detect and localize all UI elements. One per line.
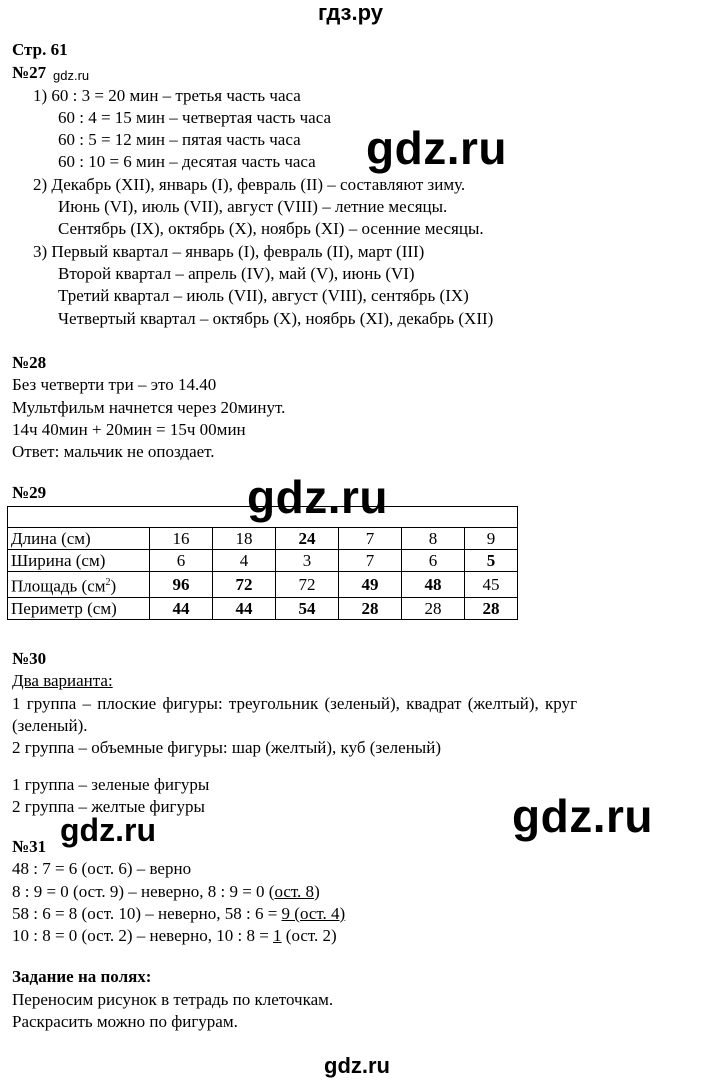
row-label <box>8 572 150 598</box>
site-header: гдз.ру <box>318 0 383 25</box>
watermark-mid: gdz.ru <box>60 812 156 848</box>
task-27-line: 60 : 4 = 15 мин – четвертая часть часа <box>58 108 332 127</box>
task-27-line: 1) 60 : 3 = 20 мин – третья часть часа <box>33 86 301 105</box>
line-text: 8 : 9 = 0 (ост. 9) – неверно, 8 : 9 = 0 ( <box>12 882 275 901</box>
task-28-title: №28 <box>12 353 47 372</box>
task-27-line: Второй квартал – апрель (IV), май (V), июнь (VI) <box>58 264 415 283</box>
margin-task-line: Раскрасить можно по фигурам. <box>12 1012 238 1031</box>
table-cell: 44 <box>213 597 276 619</box>
table-cell: 28 <box>402 597 465 619</box>
table-cell: 28 <box>465 597 518 619</box>
dimensions-table <box>7 506 518 620</box>
site-footer: gdz.ru <box>324 1053 390 1078</box>
task-31-title: №31 <box>12 837 47 856</box>
corrected-answer: 9 (ост. 4) <box>281 904 346 923</box>
task-31-line <box>12 903 345 925</box>
task-27-line: 60 : 5 = 12 мин – пятая часть часа <box>58 130 301 149</box>
table-cell: 45 <box>465 572 518 598</box>
watermark-big: gdz.ru <box>366 122 507 174</box>
task-27-line: 3) Первый квартал – январь (I), февраль (II), март (III) <box>33 242 425 261</box>
task-30-title: №30 <box>12 649 47 668</box>
task-27-line: Четвертый квартал – октябрь (X), ноябрь (XI), декабрь (XII) <box>58 309 494 328</box>
table-cell: 8 <box>402 528 465 550</box>
table-cell: 16 <box>150 528 213 550</box>
table-cell: 7 <box>339 550 402 572</box>
line-text: 10 : 8 = 0 (ост. 2) – неверно, 10 : 8 = <box>12 926 274 945</box>
task-28-line: Мультфильм начнется через 20минут. <box>12 398 286 417</box>
task-27-line: Июнь (VI), июль (VII), август (VIII) – летние месяцы. <box>58 197 448 216</box>
row-label: Ширина (см) <box>8 550 150 572</box>
margin-task-title: Задание на полях: <box>12 967 152 986</box>
row-label: Длина (см) <box>8 528 150 550</box>
table-cell: 5 <box>465 550 518 572</box>
task-28-line: Без четверти три – это 14.40 <box>12 375 217 394</box>
table-cell: 7 <box>339 528 402 550</box>
task-30-line: 1 группа – плоские фигуры: треугольник (зеленый), квадрат (желтый), круг <box>12 694 578 713</box>
task-31-line <box>12 925 337 947</box>
table-cell: 4 <box>213 550 276 572</box>
table-cell: 96 <box>150 572 213 598</box>
table-cell: 49 <box>339 572 402 598</box>
task-27-line: 60 : 10 = 6 мин – десятая часть часа <box>58 152 316 171</box>
row-label-text: Площадь (см <box>11 576 106 596</box>
table-cell: 3 <box>276 550 339 572</box>
task-27-title: №27 <box>12 63 47 82</box>
row-label-superscript: 2 <box>105 577 111 588</box>
watermark-big: gdz.ru <box>247 471 388 523</box>
page-label: Стр. 61 <box>12 40 68 59</box>
task-31-line <box>12 881 320 903</box>
line-text: (ост. 2) <box>281 926 337 945</box>
row-label: Периметр (см) <box>8 597 150 619</box>
table-cell: 44 <box>150 597 213 619</box>
table-cell: 54 <box>276 597 339 619</box>
watermark-big: gdz.ru <box>512 790 653 842</box>
margin-task-line: Переносим рисунок в тетрадь по клеточкам. <box>12 990 334 1009</box>
line-text: 58 : 6 = 8 (ост. 10) – неверно, 58 : 6 = <box>12 904 282 923</box>
task-27-line: Третий квартал – июль (VII), август (VIII), сентябрь (IX) <box>58 286 469 305</box>
task-30-line: 2 группа – желтые фигуры <box>12 797 205 816</box>
task-29-title: №29 <box>12 483 47 502</box>
table-cell: 6 <box>402 550 465 572</box>
table-cell: 72 <box>213 572 276 598</box>
task-30-line: (зеленый). <box>12 716 88 735</box>
task-30-subtitle: Два варианта: <box>12 671 113 690</box>
table-cell: 72 <box>276 572 339 598</box>
table-row <box>8 528 518 550</box>
table-header-row <box>8 507 518 528</box>
line-text: ) <box>314 882 320 901</box>
table-cell: 18 <box>213 528 276 550</box>
task-30-line: 1 группа – зеленые фигуры <box>12 775 210 794</box>
table-cell: 28 <box>339 597 402 619</box>
corrected-answer: 1 <box>273 926 282 945</box>
table-cell: 48 <box>402 572 465 598</box>
table-row <box>8 572 518 598</box>
table-cell: 6 <box>150 550 213 572</box>
corrected-answer: ост. 8 <box>274 882 315 901</box>
row-label-text: ) <box>110 576 117 596</box>
task-28-line: Ответ: мальчик не опоздает. <box>12 442 215 461</box>
task-27-line: Сентябрь (IX), октябрь (X), ноябрь (XI) – осенние месяцы. <box>58 219 484 238</box>
table-row <box>8 597 518 619</box>
watermark-small: gdz.ru <box>53 68 90 83</box>
table-row <box>8 550 518 572</box>
table-cell: 24 <box>276 528 339 550</box>
task-30-line: 2 группа – объемные фигуры: шар (желтый), куб (зеленый) <box>12 738 441 757</box>
task-31-line: 48 : 7 = 6 (ост. 6) – верно <box>12 859 192 878</box>
task-27-line: 2) Декабрь (XII), январь (I), февраль (II) – составляют зиму. <box>33 175 466 194</box>
table-cell: 9 <box>465 528 518 550</box>
task-28-line: 14ч 40мин + 20мин = 15ч 00мин <box>12 420 246 439</box>
